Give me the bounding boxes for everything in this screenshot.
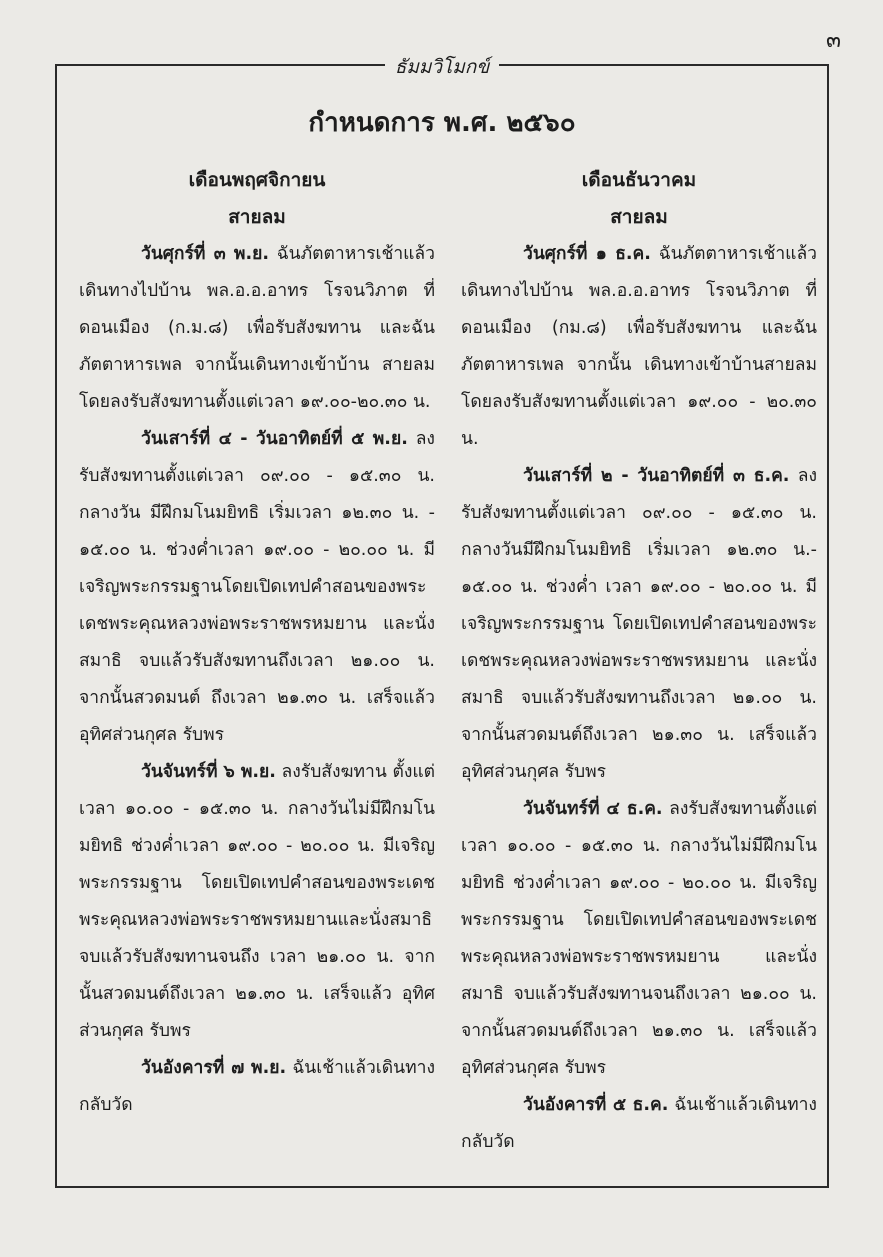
november-place-heading: สายลม xyxy=(228,206,286,228)
entry-day: วันเสาร์ที่ ๔ - วันอาทิตย์ที่ ๕ พ.ย. xyxy=(141,429,408,449)
entry-text: ลงรับสังฆทานตั้งแต่เวลา ๐๙.๐๐ - ๑๕.๓๐ น. กลางวันมีฝึกมโนมยิทธิ เริ่มเวลา ๑๒.๓๐ น.- ๑๕.๐๐ น. ช่วงค่ำ เวลา ๑๙.๐๐ - ๒๐.๐๐ น. มีเจริญพระกรรมฐาน โดยเปิดเทปคำสอนของพระเดชพระคุณหลวงพ่อพระราชพรหมยาน และนั่งสมาธิ จบแล้วรับสังฆทานถึงเวลา ๒๑.๐๐ น. จากนั้นสวดมนต์ถึงเวลา ๒๑.๓๐ น. เสร็จแล้วอุทิศส่วนกุศล รับพร xyxy=(461,466,817,782)
entry-day: วันศุกร์ที่ ๓ พ.ย. xyxy=(141,244,269,264)
entry-day: วันจันทร์ที่ ๖ พ.ย. xyxy=(141,762,276,782)
entry-text: ฉันเช้าแล้วเดินทางกลับวัด xyxy=(461,1095,817,1152)
november-column xyxy=(79,162,435,1124)
december-month-heading: เดือนธันวาคม xyxy=(581,169,697,191)
entry-text: ฉันเช้าแล้วเดินทางกลับวัด xyxy=(79,1058,435,1115)
running-header xyxy=(57,52,827,82)
schedule-entry xyxy=(79,236,435,421)
entry-day: วันจันทร์ที่ ๔ ธ.ค. xyxy=(523,799,663,819)
december-column xyxy=(461,162,817,1161)
schedule-entry xyxy=(79,421,435,754)
entry-text: ลงรับสังฆทานตั้งแต่เวลา ๐๙.๐๐ - ๑๕.๓๐ น. กลางวัน มีฝึกมโนมยิทธิ เริ่มเวลา ๑๒.๓๐ น. - ๑๕.๐๐ น. ช่วงค่ำเวลา ๑๙.๐๐ - ๒๐.๐๐ น. มีเจริญพระกรรมฐานโดยเปิดเทปคำสอนของพระเดชพระคุณหลวงพ่อพระราชพรหมยาน และนั่งสมาธิ จบแล้วรับสังฆทานถึงเวลา ๒๑.๐๐ น. จากนั้นสวดมนต์ ถึงเวลา ๒๑.๓๐ น. เสร็จแล้วอุทิศส่วนกุศล รับพร xyxy=(79,429,435,745)
schedule-entry xyxy=(461,236,817,458)
december-place-heading: สายลม xyxy=(610,206,668,228)
entry-text: ฉันภัตตาหารเช้าแล้ว เดินทางไปบ้าน พล.อ.อ.อาทร โรจนวิภาต ที่ดอนเมือง (ก.ม.๘) เพื่อรับสังฆทาน และฉันภัตตาหารเพล จากนั้นเดินทางเข้าบ้าน สายลม โดยลงรับสังฆทานตั้งแต่เวลา ๑๙.๐๐-๒๐.๓๐ น. xyxy=(79,244,435,412)
schedule-entry xyxy=(461,1087,817,1161)
schedule-entry xyxy=(79,754,435,1050)
entry-day: วันอังคารที่ ๗ พ.ย. xyxy=(141,1058,287,1078)
entry-day: วันศุกร์ที่ ๑ ธ.ค. xyxy=(523,244,651,264)
november-month-heading: เดือนพฤศจิกายน xyxy=(188,169,326,191)
page-title: กำหนดการ พ.ศ. ๒๕๖๐ xyxy=(308,108,576,138)
schedule-frame xyxy=(55,56,829,1188)
running-header-text: ธัมมวิโมกข์ xyxy=(385,56,500,78)
entry-day: วันเสาร์ที่ ๒ - วันอาทิตย์ที่ ๓ ธ.ค. xyxy=(523,466,790,486)
entry-text: ฉันภัตตาหารเช้าแล้วเดินทางไปบ้าน พล.อ.อ.อาทร โรจนวิภาต ที่ดอนเมือง (กม.๘) เพื่อรับสังฆทาน และฉันภัตตาหารเพล จากนั้น เดินทางเข้าบ้านสายลม โดยลงรับสังฆทานตั้งแต่เวลา ๑๙.๐๐ - ๒๐.๓๐ น. xyxy=(461,244,817,449)
page-number: ๓ xyxy=(825,28,841,53)
schedule-entry xyxy=(461,791,817,1087)
entry-text: ลงรับสังฆทานตั้งแต่เวลา ๑๐.๐๐ - ๑๕.๓๐ น. กลางวันไม่มีฝึกมโนมยิทธิ ช่วงค่ำเวลา ๑๙.๐๐ - ๒๐.๐๐ น. มีเจริญพระกรรมฐาน โดยเปิดเทปคำสอนของพระเดชพระคุณหลวงพ่อพระราชพรหมยาน และนั่งสมาธิ จบแล้วรับสังฆทานจนถึงเวลา ๒๑.๐๐ น. จากนั้นสวดมนต์ถึงเวลา ๒๑.๓๐ น. เสร็จแล้วอุทิศส่วนกุศล รับพร xyxy=(461,799,818,1078)
entry-day: วันอังคารที่ ๕ ธ.ค. xyxy=(523,1095,669,1115)
schedule-entry xyxy=(79,1050,435,1124)
schedule-entry xyxy=(461,458,817,791)
entry-text: ลงรับสังฆทาน ตั้งแต่เวลา ๑๐.๐๐ - ๑๕.๓๐ น. กลางวันไม่มีฝึกมโนมยิทธิ ช่วงค่ำเวลา ๑๙.๐๐ - ๒๐.๐๐ น. มีเจริญพระกรรมฐาน โดยเปิดเทปคำสอนของพระเดชพระคุณหลวงพ่อพระราชพรหมยานและนั่งสมาธิ จบแล้วรับสังฆทานจนถึง เวลา ๒๑.๐๐ น. จากนั้นสวดมนต์ถึงเวลา ๒๑.๓๐ น. เสร็จแล้ว อุทิศส่วนกุศล รับพร xyxy=(79,762,436,1041)
